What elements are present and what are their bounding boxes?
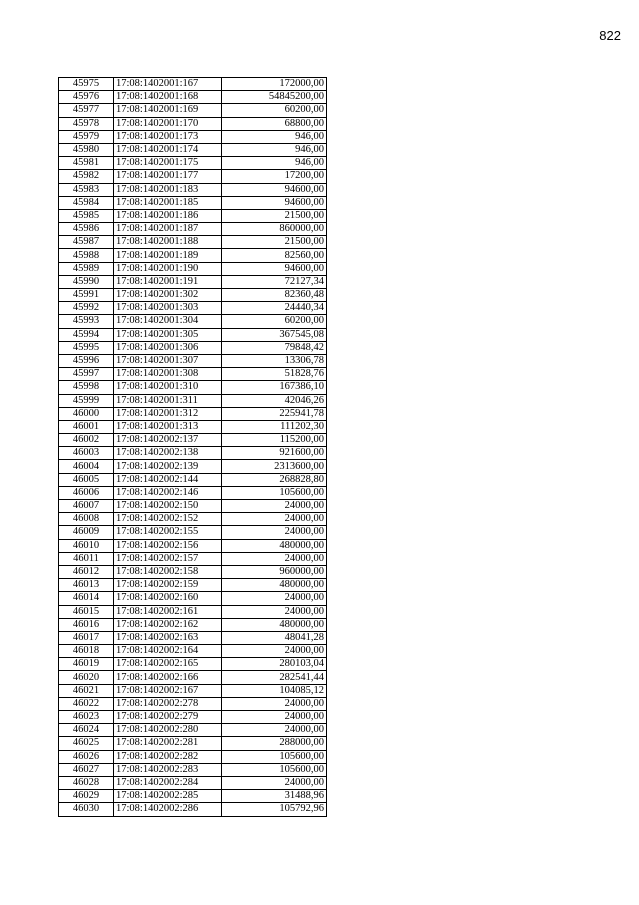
- value-cell: 105600,00: [222, 763, 327, 776]
- cadastral-number-cell: 17:08:1402001:170: [114, 117, 222, 130]
- row-number-cell: 46013: [59, 579, 114, 592]
- row-number-cell: 45982: [59, 170, 114, 183]
- cadastral-number-cell: 17:08:1402001:177: [114, 170, 222, 183]
- value-cell: 54845200,00: [222, 91, 327, 104]
- row-number-cell: 46010: [59, 539, 114, 552]
- value-cell: 51828,76: [222, 368, 327, 381]
- table-row: [59, 513, 327, 526]
- value-cell: 2313600,00: [222, 460, 327, 473]
- value-cell: 288000,00: [222, 737, 327, 750]
- table-row: [59, 671, 327, 684]
- row-number-cell: 46002: [59, 434, 114, 447]
- value-cell: 946,00: [222, 157, 327, 170]
- row-number-cell: 46011: [59, 552, 114, 565]
- cadastral-number-cell: 17:08:1402002:284: [114, 776, 222, 789]
- value-cell: 946,00: [222, 143, 327, 156]
- cadastral-number-cell: 17:08:1402001:304: [114, 315, 222, 328]
- value-cell: 24000,00: [222, 724, 327, 737]
- row-number-cell: 46008: [59, 513, 114, 526]
- cadastral-number-cell: 17:08:1402002:280: [114, 724, 222, 737]
- table-row: [59, 447, 327, 460]
- table-row: [59, 289, 327, 302]
- table-row: [59, 236, 327, 249]
- value-cell: 82560,00: [222, 249, 327, 262]
- value-cell: 268828,80: [222, 473, 327, 486]
- row-number-cell: 45988: [59, 249, 114, 262]
- row-number-cell: 45999: [59, 394, 114, 407]
- row-number-cell: 45979: [59, 130, 114, 143]
- table-row: [59, 262, 327, 275]
- row-number-cell: 46001: [59, 420, 114, 433]
- row-number-cell: 46024: [59, 724, 114, 737]
- table-row: [59, 223, 327, 236]
- value-cell: 24000,00: [222, 776, 327, 789]
- table-row: [59, 341, 327, 354]
- table-row: [59, 790, 327, 803]
- cadastral-number-cell: 17:08:1402001:174: [114, 143, 222, 156]
- cadastral-number-cell: 17:08:1402001:185: [114, 196, 222, 209]
- cadastral-number-cell: 17:08:1402002:152: [114, 513, 222, 526]
- cadastral-number-cell: 17:08:1402002:162: [114, 618, 222, 631]
- cadastral-number-cell: 17:08:1402002:167: [114, 684, 222, 697]
- cadastral-number-cell: 17:08:1402001:183: [114, 183, 222, 196]
- row-number-cell: 45993: [59, 315, 114, 328]
- cadastral-number-cell: 17:08:1402002:286: [114, 803, 222, 816]
- cadastral-number-cell: 17:08:1402001:188: [114, 236, 222, 249]
- cadastral-number-cell: 17:08:1402002:278: [114, 697, 222, 710]
- table-row: [59, 434, 327, 447]
- row-number-cell: 45995: [59, 341, 114, 354]
- row-number-cell: 46019: [59, 658, 114, 671]
- value-cell: 282541,44: [222, 671, 327, 684]
- cadastral-number-cell: 17:08:1402002:165: [114, 658, 222, 671]
- value-cell: 42046,26: [222, 394, 327, 407]
- cadastral-number-cell: 17:08:1402001:313: [114, 420, 222, 433]
- cadastral-number-cell: 17:08:1402002:150: [114, 500, 222, 513]
- value-cell: 94600,00: [222, 183, 327, 196]
- cadastral-number-cell: 17:08:1402002:161: [114, 605, 222, 618]
- table-row: [59, 91, 327, 104]
- row-number-cell: 45977: [59, 104, 114, 117]
- table-row: [59, 328, 327, 341]
- cadastral-number-cell: 17:08:1402001:307: [114, 354, 222, 367]
- cadastral-number-cell: 17:08:1402001:186: [114, 209, 222, 222]
- row-number-cell: 46022: [59, 697, 114, 710]
- value-cell: 105600,00: [222, 486, 327, 499]
- row-number-cell: 46028: [59, 776, 114, 789]
- cadastral-number-cell: 17:08:1402002:137: [114, 434, 222, 447]
- row-number-cell: 45985: [59, 209, 114, 222]
- row-number-cell: 46018: [59, 645, 114, 658]
- row-number-cell: 46003: [59, 447, 114, 460]
- table-row: [59, 803, 327, 816]
- cadastral-number-cell: 17:08:1402001:306: [114, 341, 222, 354]
- value-cell: 367545,08: [222, 328, 327, 341]
- value-cell: 280103,04: [222, 658, 327, 671]
- table-row: [59, 645, 327, 658]
- cadastral-number-cell: 17:08:1402002:163: [114, 631, 222, 644]
- table-row: [59, 631, 327, 644]
- cadastral-number-cell: 17:08:1402001:305: [114, 328, 222, 341]
- table-row: [59, 315, 327, 328]
- table-row: [59, 750, 327, 763]
- value-cell: 24000,00: [222, 500, 327, 513]
- table-row: [59, 249, 327, 262]
- row-number-cell: 45987: [59, 236, 114, 249]
- value-cell: 105792,96: [222, 803, 327, 816]
- table-row: [59, 143, 327, 156]
- table-row: [59, 394, 327, 407]
- row-number-cell: 46029: [59, 790, 114, 803]
- row-number-cell: 45992: [59, 302, 114, 315]
- value-cell: 480000,00: [222, 579, 327, 592]
- cadastral-number-cell: 17:08:1402002:282: [114, 750, 222, 763]
- table-row: [59, 618, 327, 631]
- value-cell: 111202,30: [222, 420, 327, 433]
- value-cell: 94600,00: [222, 262, 327, 275]
- cadastral-number-cell: 17:08:1402001:173: [114, 130, 222, 143]
- row-number-cell: 45983: [59, 183, 114, 196]
- row-number-cell: 45984: [59, 196, 114, 209]
- cadastral-number-cell: 17:08:1402002:283: [114, 763, 222, 776]
- row-number-cell: 45980: [59, 143, 114, 156]
- value-cell: 31488,96: [222, 790, 327, 803]
- value-cell: 79848,42: [222, 341, 327, 354]
- table-row: [59, 275, 327, 288]
- row-number-cell: 46009: [59, 526, 114, 539]
- cadastral-number-cell: 17:08:1402002:157: [114, 552, 222, 565]
- value-cell: 24440,34: [222, 302, 327, 315]
- row-number-cell: 46000: [59, 407, 114, 420]
- value-cell: 167386,10: [222, 381, 327, 394]
- cadastral-number-cell: 17:08:1402001:303: [114, 302, 222, 315]
- cadastral-number-cell: 17:08:1402001:191: [114, 275, 222, 288]
- table-row: [59, 183, 327, 196]
- cadastral-number-cell: 17:08:1402001:312: [114, 407, 222, 420]
- cadastral-number-cell: 17:08:1402001:167: [114, 78, 222, 91]
- value-cell: 24000,00: [222, 526, 327, 539]
- table-row: [59, 763, 327, 776]
- table-row: [59, 737, 327, 750]
- table-row: [59, 552, 327, 565]
- cadastral-number-cell: 17:08:1402001:190: [114, 262, 222, 275]
- row-number-cell: 45975: [59, 78, 114, 91]
- cadastral-number-cell: 17:08:1402002:139: [114, 460, 222, 473]
- row-number-cell: 46004: [59, 460, 114, 473]
- row-number-cell: 45976: [59, 91, 114, 104]
- table-row: [59, 302, 327, 315]
- table-row: [59, 381, 327, 394]
- table-row: [59, 500, 327, 513]
- cadastral-number-cell: 17:08:1402001:168: [114, 91, 222, 104]
- value-cell: 946,00: [222, 130, 327, 143]
- cadastral-number-cell: 17:08:1402002:146: [114, 486, 222, 499]
- cadastral-number-cell: 17:08:1402001:311: [114, 394, 222, 407]
- row-number-cell: 46016: [59, 618, 114, 631]
- row-number-cell: 46005: [59, 473, 114, 486]
- value-cell: 24000,00: [222, 645, 327, 658]
- table-row: [59, 579, 327, 592]
- table-row: [59, 196, 327, 209]
- table-row: [59, 157, 327, 170]
- value-cell: 60200,00: [222, 104, 327, 117]
- value-cell: 24000,00: [222, 513, 327, 526]
- cadastral-number-cell: 17:08:1402002:279: [114, 711, 222, 724]
- row-number-cell: 46015: [59, 605, 114, 618]
- value-cell: 13306,78: [222, 354, 327, 367]
- table-row: [59, 170, 327, 183]
- cadastral-number-cell: 17:08:1402002:144: [114, 473, 222, 486]
- table-row: [59, 420, 327, 433]
- cadastral-number-cell: 17:08:1402001:169: [114, 104, 222, 117]
- cadastral-number-cell: 17:08:1402002:281: [114, 737, 222, 750]
- table-row: [59, 658, 327, 671]
- value-cell: 24000,00: [222, 592, 327, 605]
- table-row: [59, 130, 327, 143]
- value-cell: 60200,00: [222, 315, 327, 328]
- row-number-cell: 46027: [59, 763, 114, 776]
- table-row: [59, 697, 327, 710]
- table-row: [59, 460, 327, 473]
- value-cell: 172000,00: [222, 78, 327, 91]
- row-number-cell: 46021: [59, 684, 114, 697]
- value-cell: 104085,12: [222, 684, 327, 697]
- row-number-cell: 46020: [59, 671, 114, 684]
- value-cell: 24000,00: [222, 605, 327, 618]
- value-cell: 860000,00: [222, 223, 327, 236]
- row-number-cell: 46023: [59, 711, 114, 724]
- row-number-cell: 45998: [59, 381, 114, 394]
- row-number-cell: 46030: [59, 803, 114, 816]
- cadastral-number-cell: 17:08:1402001:187: [114, 223, 222, 236]
- value-cell: 82360,48: [222, 289, 327, 302]
- cadastral-number-cell: 17:08:1402002:155: [114, 526, 222, 539]
- row-number-cell: 45994: [59, 328, 114, 341]
- table-row: [59, 78, 327, 91]
- table-row: [59, 684, 327, 697]
- value-cell: 24000,00: [222, 711, 327, 724]
- row-number-cell: 45991: [59, 289, 114, 302]
- value-cell: 105600,00: [222, 750, 327, 763]
- value-cell: 115200,00: [222, 434, 327, 447]
- cadastral-number-cell: 17:08:1402002:138: [114, 447, 222, 460]
- row-number-cell: 46006: [59, 486, 114, 499]
- value-cell: 921600,00: [222, 447, 327, 460]
- cadastral-value-table: [58, 77, 327, 817]
- row-number-cell: 46012: [59, 565, 114, 578]
- table-row: [59, 368, 327, 381]
- row-number-cell: 45986: [59, 223, 114, 236]
- table-row: [59, 117, 327, 130]
- cadastral-number-cell: 17:08:1402002:158: [114, 565, 222, 578]
- value-cell: 21500,00: [222, 209, 327, 222]
- table-row: [59, 354, 327, 367]
- value-cell: 480000,00: [222, 539, 327, 552]
- row-number-cell: 45989: [59, 262, 114, 275]
- table-row: [59, 209, 327, 222]
- value-cell: 24000,00: [222, 697, 327, 710]
- cadastral-number-cell: 17:08:1402001:175: [114, 157, 222, 170]
- table-row: [59, 407, 327, 420]
- cadastral-number-cell: 17:08:1402001:189: [114, 249, 222, 262]
- value-cell: 225941,78: [222, 407, 327, 420]
- page-number: 822: [599, 28, 621, 43]
- row-number-cell: 45990: [59, 275, 114, 288]
- value-cell: 68800,00: [222, 117, 327, 130]
- value-cell: 17200,00: [222, 170, 327, 183]
- table-row: [59, 486, 327, 499]
- row-number-cell: 46014: [59, 592, 114, 605]
- row-number-cell: 45981: [59, 157, 114, 170]
- table-row: [59, 592, 327, 605]
- row-number-cell: 46007: [59, 500, 114, 513]
- value-cell: 72127,34: [222, 275, 327, 288]
- table-row: [59, 605, 327, 618]
- table-row: [59, 473, 327, 486]
- cadastral-number-cell: 17:08:1402002:166: [114, 671, 222, 684]
- cadastral-number-cell: 17:08:1402002:156: [114, 539, 222, 552]
- value-cell: 480000,00: [222, 618, 327, 631]
- cadastral-number-cell: 17:08:1402002:164: [114, 645, 222, 658]
- row-number-cell: 46025: [59, 737, 114, 750]
- cadastral-number-cell: 17:08:1402002:159: [114, 579, 222, 592]
- value-cell: 960000,00: [222, 565, 327, 578]
- cadastral-number-cell: 17:08:1402002:285: [114, 790, 222, 803]
- row-number-cell: 45978: [59, 117, 114, 130]
- table-row: [59, 724, 327, 737]
- value-cell: 24000,00: [222, 552, 327, 565]
- value-cell: 48041,28: [222, 631, 327, 644]
- row-number-cell: 45997: [59, 368, 114, 381]
- table-row: [59, 539, 327, 552]
- table-row: [59, 565, 327, 578]
- table-row: [59, 776, 327, 789]
- table-row: [59, 526, 327, 539]
- row-number-cell: 46026: [59, 750, 114, 763]
- row-number-cell: 46017: [59, 631, 114, 644]
- value-cell: 94600,00: [222, 196, 327, 209]
- table-row: [59, 104, 327, 117]
- cadastral-number-cell: 17:08:1402002:160: [114, 592, 222, 605]
- cadastral-number-cell: 17:08:1402001:308: [114, 368, 222, 381]
- cadastral-number-cell: 17:08:1402001:310: [114, 381, 222, 394]
- row-number-cell: 45996: [59, 354, 114, 367]
- table-row: [59, 711, 327, 724]
- value-cell: 21500,00: [222, 236, 327, 249]
- cadastral-number-cell: 17:08:1402001:302: [114, 289, 222, 302]
- table-body: [59, 78, 327, 817]
